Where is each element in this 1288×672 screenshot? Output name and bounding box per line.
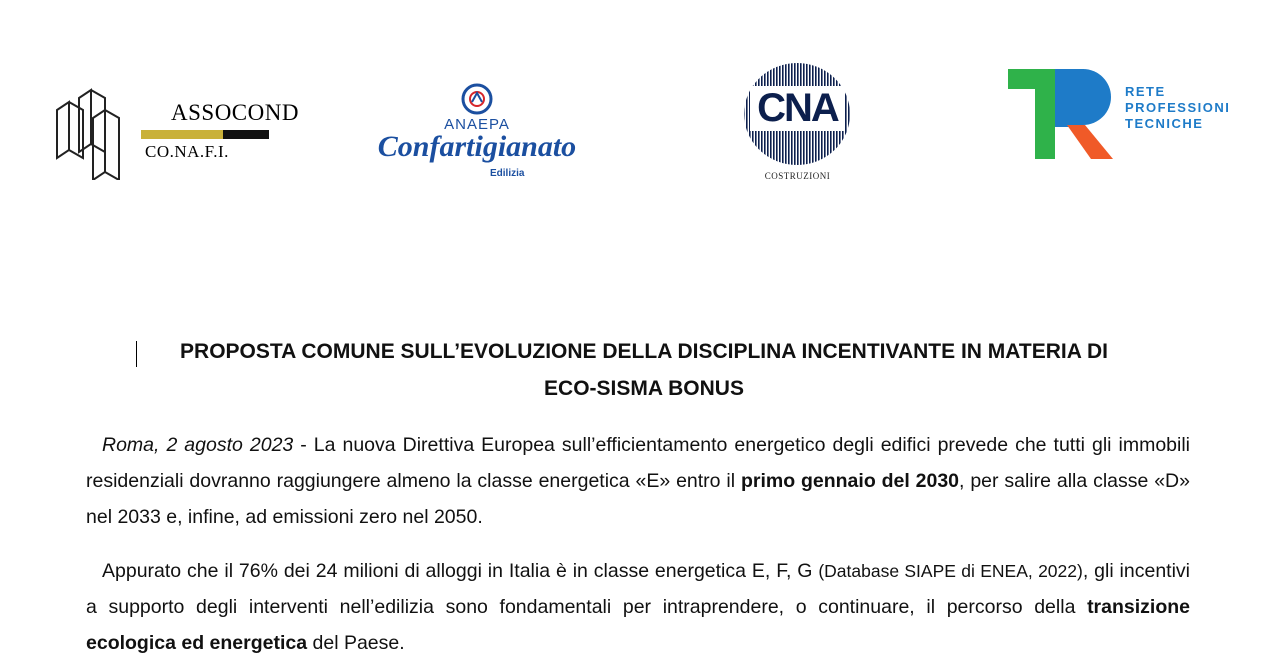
assocond-bar [141, 130, 269, 139]
confartigianato-wordmark: Confartigianato [377, 130, 577, 163]
paragraph-2 [86, 553, 1190, 661]
paragraph-1-text-a: - La nuova Direttiva Europea sull’efficientamento energetico degli edifici prevede che tutti gli immobili residenziali dovranno raggiungere almeno la classe energetica «E» entro il [86, 434, 1191, 492]
assocond-name: ASSOCOND [171, 100, 299, 125]
rete-professioni-logo [1005, 66, 1245, 162]
anaepa-emblem-icon [457, 82, 497, 116]
paragraph-2-text-c: del Paese. [307, 632, 405, 654]
paragraph-2-bold: transizione ecologica ed energetica [86, 596, 1190, 654]
cna-sub: COSTRUZIONI [764, 171, 831, 181]
tr-monogram-icon [1005, 66, 1117, 162]
paragraph-1-text-b: , per salire alla classe «D» nel 2033 e, infine, ad emissioni zero nel 2050. [86, 470, 1190, 528]
document-title-line-2: ECO-SISMA BONUS [544, 377, 744, 400]
paragraph-1-bold: primo gennaio del 2030 [740, 470, 960, 492]
paragraph-2-text-a: Appurato che il 76% dei 24 milioni di alloggi in Italia è in classe energetica E, F, G [102, 560, 819, 582]
assocond-sub: CO.NA.F.I. [145, 142, 229, 161]
cna-logo [740, 60, 855, 182]
paragraph-1 [86, 427, 1190, 535]
anaepa-logo [372, 82, 582, 182]
cna-wordmark: CNA [750, 86, 845, 131]
anaepa-label: ANAEPA [444, 116, 510, 133]
assocond-emblem-icon [55, 88, 145, 180]
rete-line-2: PROFESSIONI [1125, 100, 1231, 115]
assocond-logo [55, 88, 299, 180]
edilizia-label: Edilizia [490, 168, 525, 179]
paragraph-2-text-b: , gli incentivi a supporto degli interventi nell’edilizia sono fondamentali per intraprendere, o continuare, il percorso della [86, 560, 1191, 618]
document-title-line-1: PROPOSTA COMUNE SULL’EVOLUZIONE DELLA DISCIPLINA INCENTIVANTE IN MATERIA DI [180, 340, 1108, 363]
rete-line-3: TECNICHE [1125, 116, 1204, 131]
rete-line-1: RETE [1125, 84, 1166, 99]
paragraph-2-citation: (Database SIAPE di ENEA, 2022) [818, 561, 1083, 581]
dateline: Roma, 2 agosto 2023 [102, 434, 294, 456]
